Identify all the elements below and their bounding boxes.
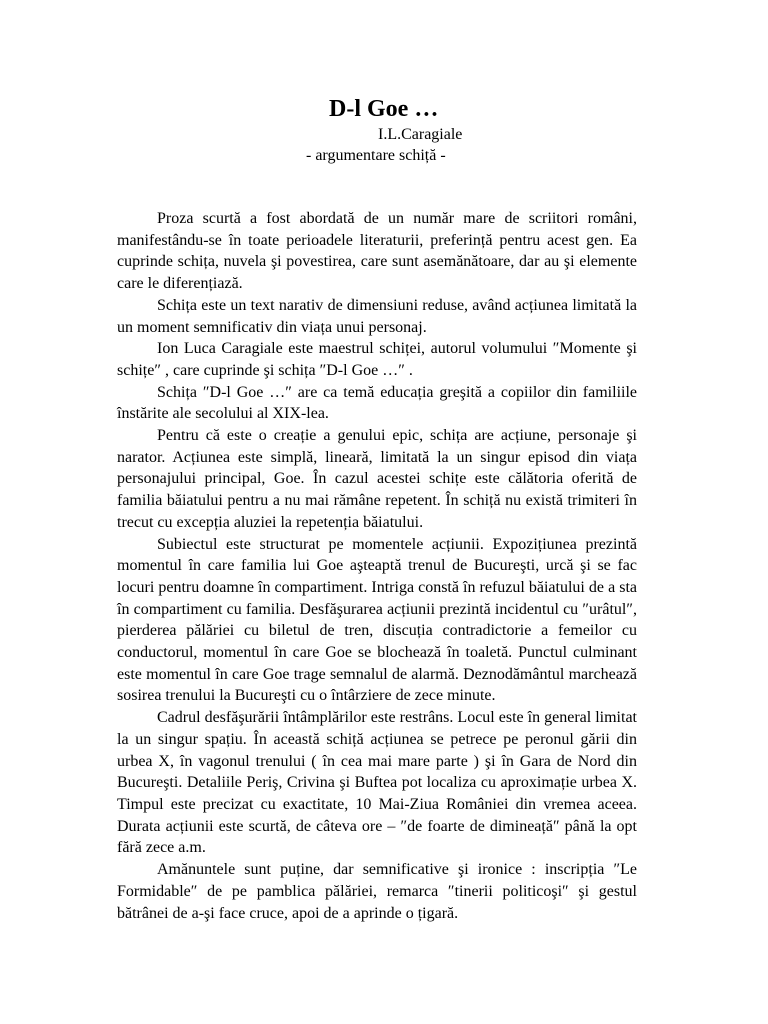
paragraph-author: Ion Luca Caragiale este maestrul schiței, autorul volumului ″Momente şi schițe″ , care cuprinde şi schița ″D-l Goe …″ . — [117, 340, 637, 379]
document-body — [117, 208, 637, 924]
paragraph-action: Pentru că este o creație a genului epic, schița are acțiune, personaje şi narator. Acțiunea este simplă, lineară, limitată la un singur episod din viața personajului principal, Goe. În cazul acestei schițe este călătoria oferită de familia băiatului pentru a nu mai rămâne repetent. În schiță nu există trimiteri în trecut cu excepția aluziei la repetenția băiatului. — [117, 427, 637, 531]
document-subtitle: - argumentare schiță - — [306, 147, 446, 164]
paragraph-plot: Subiectul este structurat pe momentele acțiunii. Expozițiunea prezintă momentul în care familia lui Goe aşteaptă trenul de Bucureşti, urcă şi se fac locuri pentru doamne în compartiment. Intriga constă în refuzul băiatului de a sta în compartiment cu familia. Desfăşurarea acțiunii prezintă incidentul cu ″urâtul″, pierderea pălăriei cu biletul de tren, discuția contradictorie a femeilor cu conductorul, momentul în care Goe se blochează în toaletă. Punctul culminant este momentul în care Goe trage semnalul de alarmă. Deznodământul marchează sosirea trenului la Bucureşti cu o întârziere de zece minute. — [117, 535, 637, 705]
paragraph-setting: Cadrul desfăşurării întâmplărilor este restrâns. Locul este în general limitat la un singur spațiu. În această schiță acțiunea se petrece pe peronul gării din urbea X, în vagonul trenului ( în cea mai mare parte ) şi în Gara de Nord din Bucureşti. Detaliile Periş, Crivina şi Buftea pot localiza cu aproximație urbea X. Timpul este precizat cu exactitate, 10 Mai-Ziua României din vremea aceea. Durata acțiunii este scurtă, de câteva ore – ″de foarte de dimineață″ până la opt fără zece a.m. — [117, 709, 637, 857]
paragraph-intro: Proza scurtă a fost abordată de un număr mare de scriitori români, manifestându-se în toate perioadele literaturii, preferință pentru acest gen. Ea cuprinde schița, nuvela şi povestirea, care sunt asemănătoare, dar au şi elemente care le diferențiază. — [117, 210, 637, 293]
paragraph-details: Amănuntele sunt puține, dar semnificative şi ironice : inscripția ″Le Formidable″ de pe pamblica pălăriei, remarca ″tinerii politicoşi″ şi gestul bătrânei de a-şi face cruce, apoi de a aprinde o țigară. — [117, 861, 637, 922]
document-title: D-l Goe … — [329, 96, 439, 122]
paragraph-definition: Schița este un text narativ de dimensiuni reduse, având acțiunea limitată la un moment semnificativ din viața unui personaj. — [117, 296, 637, 336]
paragraph-theme: Schița ″D-l Goe …″ are ca temă educația greşită a copiilor din familiile înstărite ale secolului al XIX-lea. — [117, 383, 637, 423]
document-author: I.L.Caragiale — [378, 126, 463, 143]
